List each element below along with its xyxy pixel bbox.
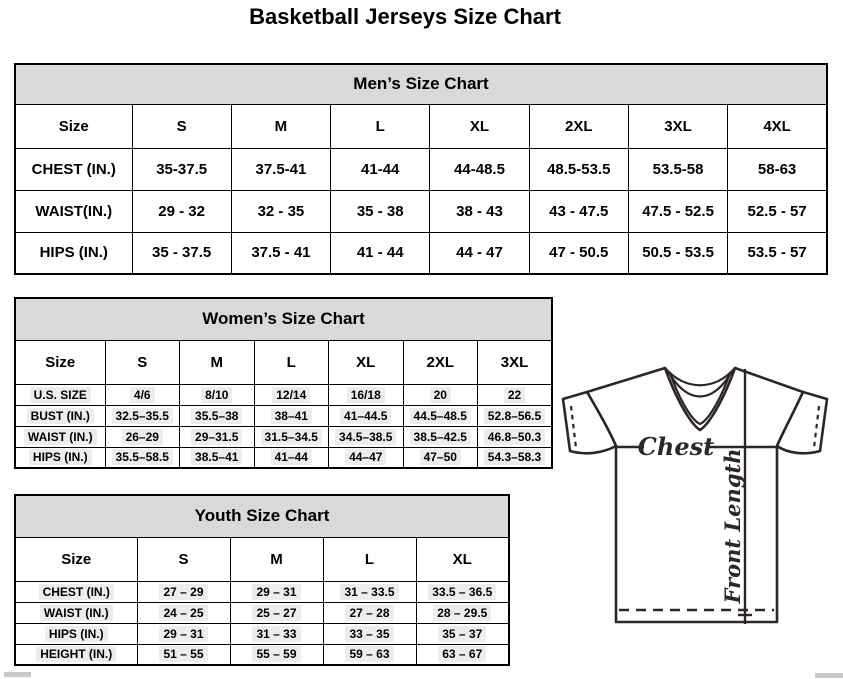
women-cell	[180, 447, 255, 468]
youth-cell-text: 24 – 25	[159, 605, 207, 621]
women-cell	[478, 384, 553, 405]
women-cell-text: 44.5–48.5	[410, 408, 471, 424]
women-cell	[329, 447, 404, 468]
women-col-header-S: S	[105, 340, 180, 384]
men-row-label: WAIST(IN.)	[15, 190, 132, 232]
youth-cell-text: 27 – 28	[345, 605, 393, 621]
youth-cell	[416, 644, 509, 665]
youth-cell	[137, 602, 230, 623]
men-cell: 35-37.5	[132, 148, 231, 190]
youth-cell-text: 29 – 31	[159, 626, 207, 642]
men-table-row	[15, 148, 827, 190]
youth-col-header-S: S	[137, 537, 230, 581]
men-col-header-XL: XL	[430, 104, 529, 148]
men-table-row	[15, 232, 827, 274]
women-cell-text: 4/6	[130, 387, 155, 403]
youth-cell	[230, 623, 323, 644]
women-cell-text: 8/10	[201, 387, 232, 403]
women-table-row	[15, 447, 552, 468]
women-row-label	[15, 447, 105, 468]
men-cell: 43 - 47.5	[529, 190, 628, 232]
youth-caption: Youth Size Chart	[15, 495, 509, 537]
men-cell: 48.5-53.5	[529, 148, 628, 190]
youth-row-label	[15, 581, 137, 602]
front-length-measure-label: Front Length	[720, 448, 745, 604]
youth-cell	[137, 644, 230, 665]
youth-row-label	[15, 602, 137, 623]
youth-cell	[137, 623, 230, 644]
men-col-header-4XL: 4XL	[728, 104, 827, 148]
women-cell-text: 16/18	[347, 387, 385, 403]
youth-table-row	[15, 644, 509, 665]
youth-cell-text: 28 – 29.5	[433, 605, 491, 621]
youth-row-label-text: WAIST (IN.)	[40, 605, 113, 621]
jersey-measurement-diagram	[550, 358, 840, 628]
women-row-label-text: U.S. SIZE	[30, 387, 91, 403]
youth-cell	[416, 581, 509, 602]
youth-cell-text: 33 – 35	[345, 626, 393, 642]
women-cell-text: 46.8–50.3	[484, 429, 545, 445]
men-corner-header: Size	[15, 104, 132, 148]
women-row-label-text: HIPS (IN.)	[29, 449, 92, 465]
men-cell: 44 - 47	[430, 232, 529, 274]
women-cell	[403, 384, 478, 405]
men-cell: 35 - 38	[331, 190, 430, 232]
women-cell	[180, 384, 255, 405]
women-cell	[105, 447, 180, 468]
women-cell-text: 38–41	[271, 408, 312, 424]
men-cell: 29 - 32	[132, 190, 231, 232]
men-table-row	[15, 190, 827, 232]
chest-measure-label: Chest	[637, 432, 715, 461]
women-col-header-3XL: 3XL	[478, 340, 553, 384]
men-row-label: CHEST (IN.)	[15, 148, 132, 190]
youth-col-header-XL: XL	[416, 537, 509, 581]
youth-cell	[230, 602, 323, 623]
women-corner-header: Size	[15, 340, 105, 384]
men-cell: 50.5 - 53.5	[628, 232, 727, 274]
youth-corner-header: Size	[15, 537, 137, 581]
youth-size-table	[14, 494, 510, 666]
women-caption: Women’s Size Chart	[15, 298, 552, 340]
men-cell: 41-44	[331, 148, 430, 190]
youth-cell-text: 51 – 55	[159, 646, 207, 662]
women-col-header-XL: XL	[329, 340, 404, 384]
women-col-header-2XL: 2XL	[403, 340, 478, 384]
men-cell: 37.5 - 41	[231, 232, 330, 274]
youth-table-row	[15, 602, 509, 623]
youth-cell	[323, 644, 416, 665]
women-cell	[478, 447, 553, 468]
women-cell-text: 20	[430, 387, 451, 403]
women-cell-text: 32.5–35.5	[112, 408, 173, 424]
men-col-header-M: M	[231, 104, 330, 148]
women-col-header-L: L	[254, 340, 329, 384]
men-col-header-2XL: 2XL	[529, 104, 628, 148]
women-cell	[105, 426, 180, 447]
men-cell: 44-48.5	[430, 148, 529, 190]
youth-table-row	[15, 623, 509, 644]
men-cell: 53.5-58	[628, 148, 727, 190]
men-cell: 37.5-41	[231, 148, 330, 190]
women-cell-text: 41–44	[271, 449, 312, 465]
men-cell: 32 - 35	[231, 190, 330, 232]
corner-mark-left	[4, 672, 31, 677]
jersey-outline	[563, 368, 827, 622]
youth-cell	[230, 644, 323, 665]
youth-cell-text: 35 – 37	[438, 626, 486, 642]
youth-cell	[323, 581, 416, 602]
youth-cell-text: 33.5 – 36.5	[428, 584, 496, 600]
women-row-label	[15, 384, 105, 405]
men-cell: 52.5 - 57	[728, 190, 827, 232]
youth-col-header-M: M	[230, 537, 323, 581]
men-col-header-L: L	[331, 104, 430, 148]
women-cell	[105, 405, 180, 426]
youth-cell-text: 31 – 33.5	[340, 584, 398, 600]
women-cell	[478, 405, 553, 426]
women-table-row	[15, 384, 552, 405]
youth-cell	[137, 581, 230, 602]
mens-size-table	[14, 63, 828, 275]
women-cell-text: 26–29	[122, 429, 163, 445]
women-cell-text: 34.5–38.5	[335, 429, 396, 445]
men-cell: 58-63	[728, 148, 827, 190]
jersey-illustration	[550, 358, 840, 628]
women-cell-text: 41–44.5	[340, 408, 391, 424]
women-cell-text: 47–50	[420, 449, 461, 465]
women-cell	[254, 405, 329, 426]
womens-size-table	[14, 297, 553, 469]
women-cell-text: 44–47	[345, 449, 386, 465]
youth-row-label-text: HIPS (IN.)	[45, 626, 108, 642]
women-cell-text: 38.5–42.5	[410, 429, 471, 445]
women-table-row	[15, 426, 552, 447]
youth-cell-text: 63 – 67	[438, 646, 486, 662]
women-cell-text: 54.3–58.3	[484, 449, 545, 465]
women-cell-text: 31.5–34.5	[261, 429, 322, 445]
women-cell	[254, 426, 329, 447]
youth-row-label	[15, 623, 137, 644]
youth-table-row	[15, 581, 509, 602]
women-cell	[403, 447, 478, 468]
youth-cell-text: 59 – 63	[345, 646, 393, 662]
women-cell	[478, 426, 553, 447]
women-cell-text: 52.8–56.5	[484, 408, 545, 424]
men-row-label: HIPS (IN.)	[15, 232, 132, 274]
youth-row-label-text: HEIGHT (IN.)	[36, 646, 116, 662]
men-cell: 53.5 - 57	[728, 232, 827, 274]
youth-cell	[416, 623, 509, 644]
corner-mark-right	[815, 673, 843, 678]
youth-row-label-text: CHEST (IN.)	[39, 584, 114, 600]
youth-cell-text: 25 – 27	[252, 605, 300, 621]
youth-cell	[323, 602, 416, 623]
women-cell-text: 35.5–38	[191, 408, 242, 424]
women-cell	[180, 426, 255, 447]
women-row-label-text: WAIST (IN.)	[24, 429, 97, 445]
women-col-header-M: M	[180, 340, 255, 384]
women-cell	[329, 384, 404, 405]
women-cell-text: 22	[504, 387, 525, 403]
youth-cell	[230, 581, 323, 602]
men-col-header-S: S	[132, 104, 231, 148]
men-cell: 38 - 43	[430, 190, 529, 232]
youth-col-header-L: L	[323, 537, 416, 581]
women-cell-text: 12/14	[272, 387, 310, 403]
men-cell: 41 - 44	[331, 232, 430, 274]
page-title: Basketball Jerseys Size Chart	[249, 4, 561, 29]
women-cell	[329, 405, 404, 426]
women-cell	[254, 384, 329, 405]
youth-cell	[416, 602, 509, 623]
youth-cell-text: 27 – 29	[159, 584, 207, 600]
women-row-label	[15, 405, 105, 426]
women-cell	[403, 426, 478, 447]
women-row-label	[15, 426, 105, 447]
youth-cell-text: 31 – 33	[252, 626, 300, 642]
men-col-header-3XL: 3XL	[628, 104, 727, 148]
women-cell-text: 29–31.5	[191, 429, 242, 445]
women-cell	[403, 405, 478, 426]
youth-cell-text: 55 – 59	[252, 646, 300, 662]
women-table-row	[15, 405, 552, 426]
women-cell-text: 38.5–41	[191, 449, 242, 465]
men-cell: 35 - 37.5	[132, 232, 231, 274]
men-cell: 47.5 - 52.5	[628, 190, 727, 232]
women-cell	[180, 405, 255, 426]
women-row-label-text: BUST (IN.)	[27, 408, 94, 424]
women-cell	[329, 426, 404, 447]
women-cell	[254, 447, 329, 468]
men-cell: 47 - 50.5	[529, 232, 628, 274]
youth-row-label	[15, 644, 137, 665]
women-cell-text: 35.5–58.5	[112, 449, 173, 465]
youth-cell-text: 29 – 31	[252, 584, 300, 600]
youth-cell	[323, 623, 416, 644]
women-cell	[105, 384, 180, 405]
men-caption: Men’s Size Chart	[15, 64, 827, 104]
